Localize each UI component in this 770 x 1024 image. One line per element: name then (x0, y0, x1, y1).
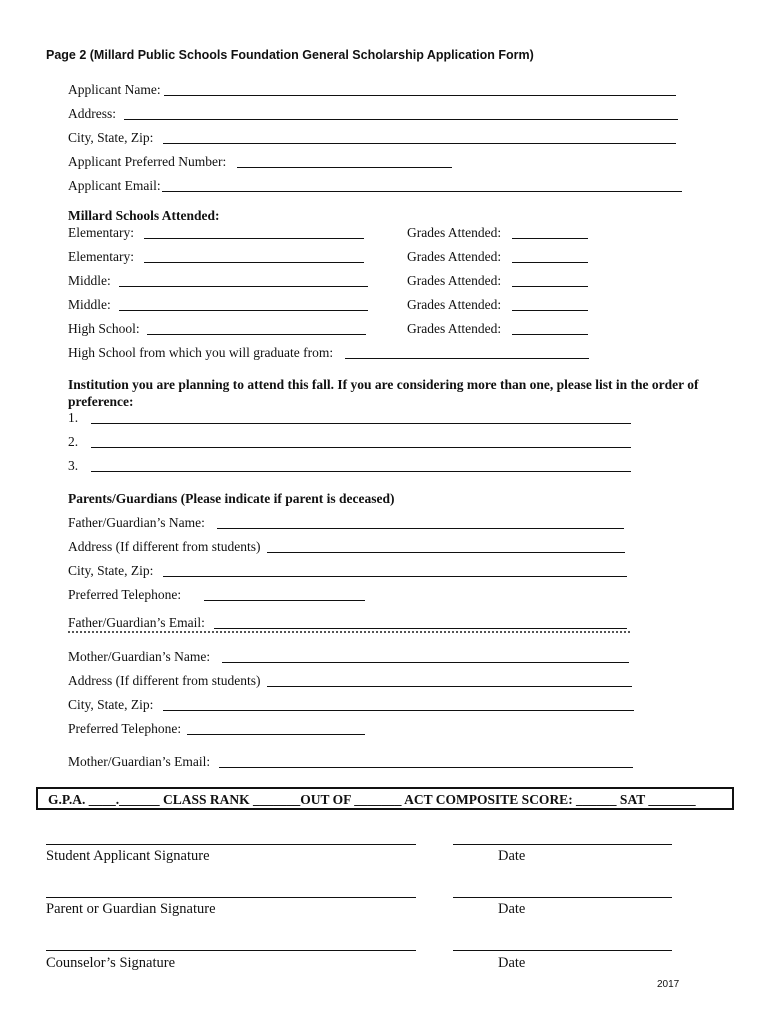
footer-year: 2017 (657, 979, 680, 990)
elementary-label-1: Elementary: (68, 225, 134, 240)
applicant-name-field[interactable] (164, 95, 676, 96)
institution-field-2[interactable] (91, 447, 631, 448)
section-divider (68, 631, 630, 633)
father-phone-label: Preferred Telephone: (68, 587, 182, 602)
applicant-address-label: Address: (68, 106, 116, 121)
high-school-field[interactable] (147, 334, 366, 335)
mother-city-field[interactable] (163, 710, 634, 711)
father-name-field[interactable] (217, 528, 624, 529)
high-school-label: High School: (68, 321, 140, 336)
institution-number-2: 2. (68, 434, 79, 449)
institution-heading-line1: Institution you are planning to attend this fall. If you are considering more than one, please list in the order of (68, 377, 699, 392)
elementary-label-2: Elementary: (68, 249, 134, 264)
father-address-label: Address (If different from students) (68, 539, 261, 554)
middle-label-1: Middle: (68, 273, 111, 288)
schools-heading: Millard Schools Attended: (68, 208, 220, 223)
institution-field-3[interactable] (91, 471, 631, 472)
parents-heading (68, 492, 394, 506)
mother-name-label: Mother/Guardian’s Name: (68, 649, 211, 664)
grades-field-1[interactable] (512, 238, 588, 239)
institution-number-3: 3. (68, 458, 79, 473)
counselor-signature-field[interactable] (46, 950, 416, 951)
parent-signature-field[interactable] (46, 897, 416, 898)
mother-name-field[interactable] (222, 662, 629, 663)
father-email-label: Father/Guardian’s Email: (68, 615, 205, 630)
scores-line[interactable]: G.P.A. ____.______ CLASS RANK _______OUT OF _______ ACT COMPOSITE SCORE: ______ SAT _______ (48, 792, 696, 807)
grades-label-4: Grades Attended: (407, 297, 502, 312)
counselor-signature-label: Counselor’s Signature (46, 955, 176, 971)
mother-city-label: City, State, Zip: (68, 697, 154, 712)
grades-label-1: Grades Attended: (407, 225, 502, 240)
mother-address-label: Address (If different from students) (68, 673, 261, 688)
grades-field-3[interactable] (512, 286, 588, 287)
graduate-school-field[interactable] (345, 358, 589, 359)
middle-field-1[interactable] (119, 286, 368, 287)
student-signature-label: Student Applicant Signature (46, 848, 210, 864)
counselor-date-label: Date (498, 955, 526, 971)
father-name-label: Father/Guardian’s Name: (68, 515, 205, 530)
parent-signature-label: Parent or Guardian Signature (46, 901, 216, 917)
grades-label-5: Grades Attended: (407, 321, 502, 336)
middle-label-2: Middle: (68, 297, 111, 312)
mother-email-label: Mother/Guardian’s Email: (68, 754, 211, 769)
scores-box (36, 787, 734, 810)
grades-field-2[interactable] (512, 262, 588, 263)
father-phone-field[interactable] (204, 600, 365, 601)
institution-number-1: 1. (68, 410, 79, 425)
elementary-field-2[interactable] (144, 262, 364, 263)
applicant-phone-field[interactable] (237, 167, 452, 168)
grades-field-5[interactable] (512, 334, 588, 335)
applicant-email-field[interactable] (162, 191, 682, 192)
student-date-label: Date (498, 848, 526, 864)
parent-date-label: Date (498, 901, 526, 917)
father-city-label: City, State, Zip: (68, 563, 154, 578)
father-city-field[interactable] (163, 576, 627, 577)
applicant-name-label: Applicant Name: (68, 82, 161, 97)
counselor-date-field[interactable] (453, 950, 672, 951)
middle-field-2[interactable] (119, 310, 368, 311)
elementary-field-1[interactable] (144, 238, 364, 239)
mother-address-field[interactable] (267, 686, 632, 687)
parents-heading-text: Parents/Guardians (Please indicate if parent is deceased) (68, 491, 395, 506)
grades-label-2: Grades Attended: (407, 249, 502, 264)
applicant-address-field[interactable] (124, 119, 678, 120)
mother-phone-field[interactable] (187, 734, 365, 735)
applicant-city-field[interactable] (163, 143, 676, 144)
father-address-field[interactable] (267, 552, 625, 553)
grades-label-3: Grades Attended: (407, 273, 502, 288)
applicant-phone-label: Applicant Preferred Number: (68, 154, 227, 169)
student-signature-field[interactable] (46, 844, 416, 845)
mother-phone-label: Preferred Telephone: (68, 721, 182, 736)
page-title: Page 2 (Millard Public Schools Foundation General Scholarship Application Form) (46, 48, 534, 62)
graduate-school-label: High School from which you will graduate from: (68, 345, 334, 360)
institution-field-1[interactable] (91, 423, 631, 424)
grades-field-4[interactable] (512, 310, 588, 311)
parent-date-field[interactable] (453, 897, 672, 898)
mother-email-field[interactable] (219, 767, 633, 768)
applicant-city-label: City, State, Zip: (68, 130, 154, 145)
father-email-field[interactable] (214, 628, 627, 629)
student-date-field[interactable] (453, 844, 672, 845)
applicant-email-label: Applicant Email: (68, 178, 161, 193)
institution-heading-line2: preference: (68, 394, 134, 409)
